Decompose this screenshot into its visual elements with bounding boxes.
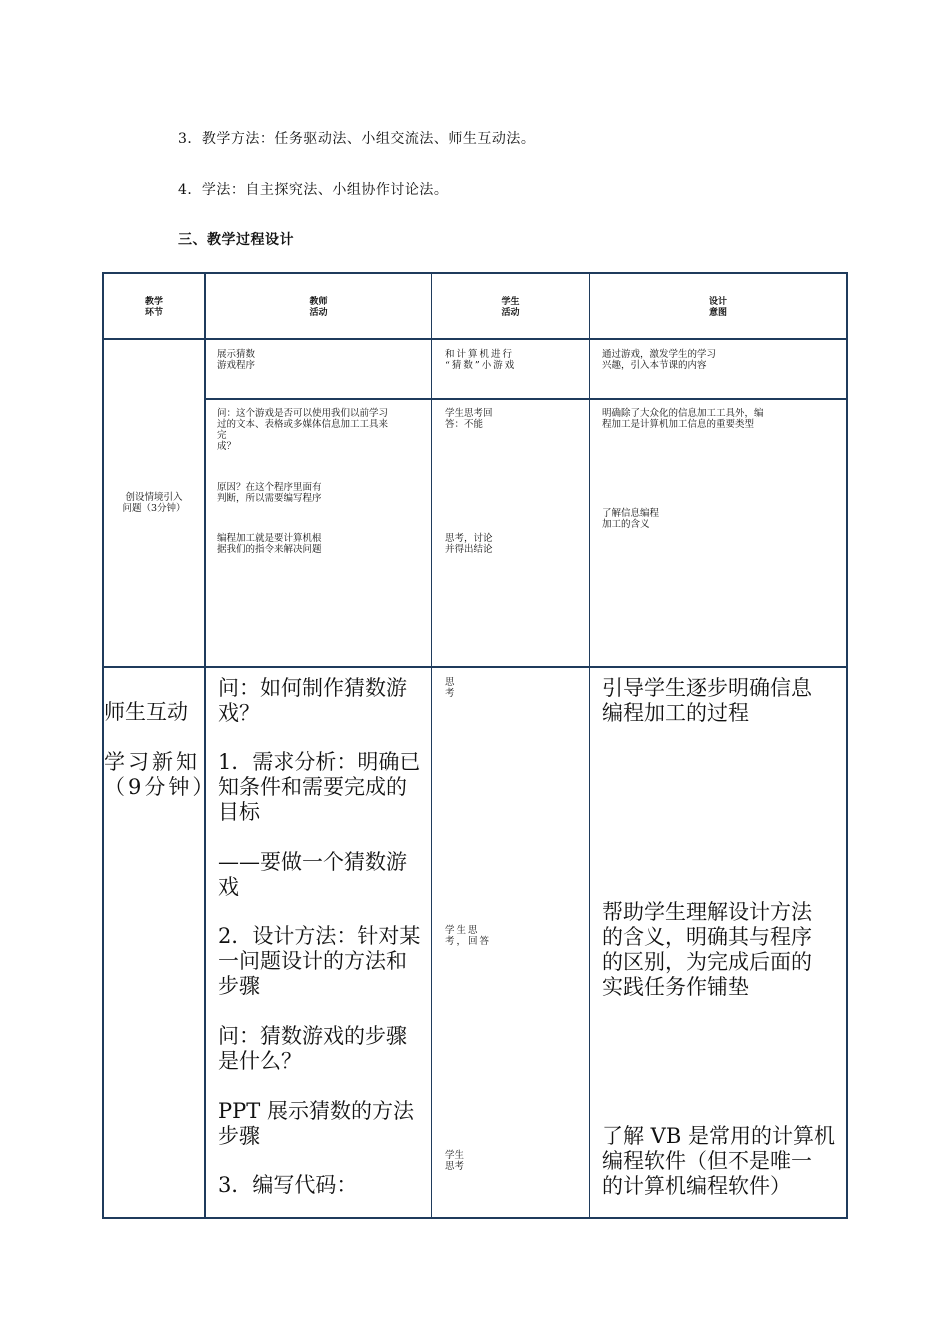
teacher-step-design: 2．设计方法：针对某 一问题设计的方法和 步骤: [218, 924, 421, 998]
section-heading: 三、教学过程设计: [178, 232, 294, 248]
teaching-method-paragraph: 3．教学方法：任务驱动法、小组交流法、师生互动法。: [178, 131, 536, 147]
stage-new-knowledge: 学习新知 （9分钟）: [104, 750, 217, 799]
student-think-2: 学生 思考: [445, 1150, 465, 1172]
intent-process: 引导学生逐步明确信息 编程加工的过程: [602, 676, 812, 725]
table-border-right: [846, 272, 848, 1219]
table-border-bottom: [102, 1217, 848, 1219]
column-divider: [431, 272, 432, 1219]
teacher-show-game: 展示猜数 游戏程序: [217, 349, 256, 371]
teacher-question-steps: 问：猜数游戏的步骤 是什么？: [218, 1024, 407, 1073]
intent-processing-type: 明确除了大众化的信息加工工具外，编 程加工是计算机加工信息的重要类型: [602, 408, 764, 430]
student-think-answer: 学生思 考，回答: [445, 925, 492, 947]
row-divider: [102, 666, 848, 668]
student-play-game: 和计算机进行 “猜数”小游戏: [445, 349, 517, 371]
study-method-paragraph: 4．学法：自主探究法、小组协作讨论法。: [178, 182, 449, 198]
column-divider: [589, 272, 590, 1219]
student-think: 思 考: [445, 677, 461, 699]
table-border-left: [102, 272, 104, 1219]
student-discuss: 思考，讨论 并得出结论: [445, 533, 493, 555]
header-student: 学生 活动: [501, 297, 520, 318]
table-border-top: [102, 272, 848, 274]
intent-meaning: 了解信息编程 加工的含义: [602, 508, 660, 530]
teacher-definition: 编程加工就是要计算机根 据我们的指令来解决问题: [217, 533, 322, 555]
student-answer: 学生思考回 答：不能: [445, 408, 493, 430]
teacher-question-make-game: 问：如何制作猜数游 戏？: [218, 676, 407, 725]
stage-interaction: 师生互动: [104, 700, 188, 724]
row-divider: [102, 338, 848, 340]
header-intent: 设计 意图: [708, 297, 727, 318]
teacher-step-goal: ——要做一个猜数游 戏: [218, 850, 407, 899]
header-teacher: 教师 活动: [309, 297, 328, 318]
row-divider: [205, 398, 848, 400]
intent-design-method: 帮助学生理解设计方法 的含义，明确其与程序 的区别，为完成后面的 实践任务作铺垫: [602, 900, 812, 999]
teacher-step-requirements: 1．需求分析：明确已 知条件和需要完成的 目标: [218, 750, 421, 824]
teacher-question-tools: 问：这个游戏是否可以使用我们以前学习 过的文本、表格或多媒体信息加工工具来 完 成？: [217, 408, 389, 452]
intent-vb: 了解 VB 是常用的计算机 编程软件（但不是唯一 的计算机编程软件）: [602, 1124, 835, 1198]
intent-interest: 通过游戏，激发学生的学习 兴趣，引入本节课的内容: [602, 349, 717, 371]
header-stage: 教学 环节: [144, 297, 163, 318]
column-divider: [204, 272, 206, 1219]
teacher-step-code: 3．编写代码：: [218, 1173, 358, 1197]
teacher-reason: 原因？在这个程序里面有 判断，所以需要编写程序: [217, 482, 322, 504]
stage-intro: 创设情境引入 问题（3分钟）: [122, 492, 186, 514]
teacher-ppt-steps: PPT 展示猜数的方法 步骤: [218, 1099, 414, 1148]
